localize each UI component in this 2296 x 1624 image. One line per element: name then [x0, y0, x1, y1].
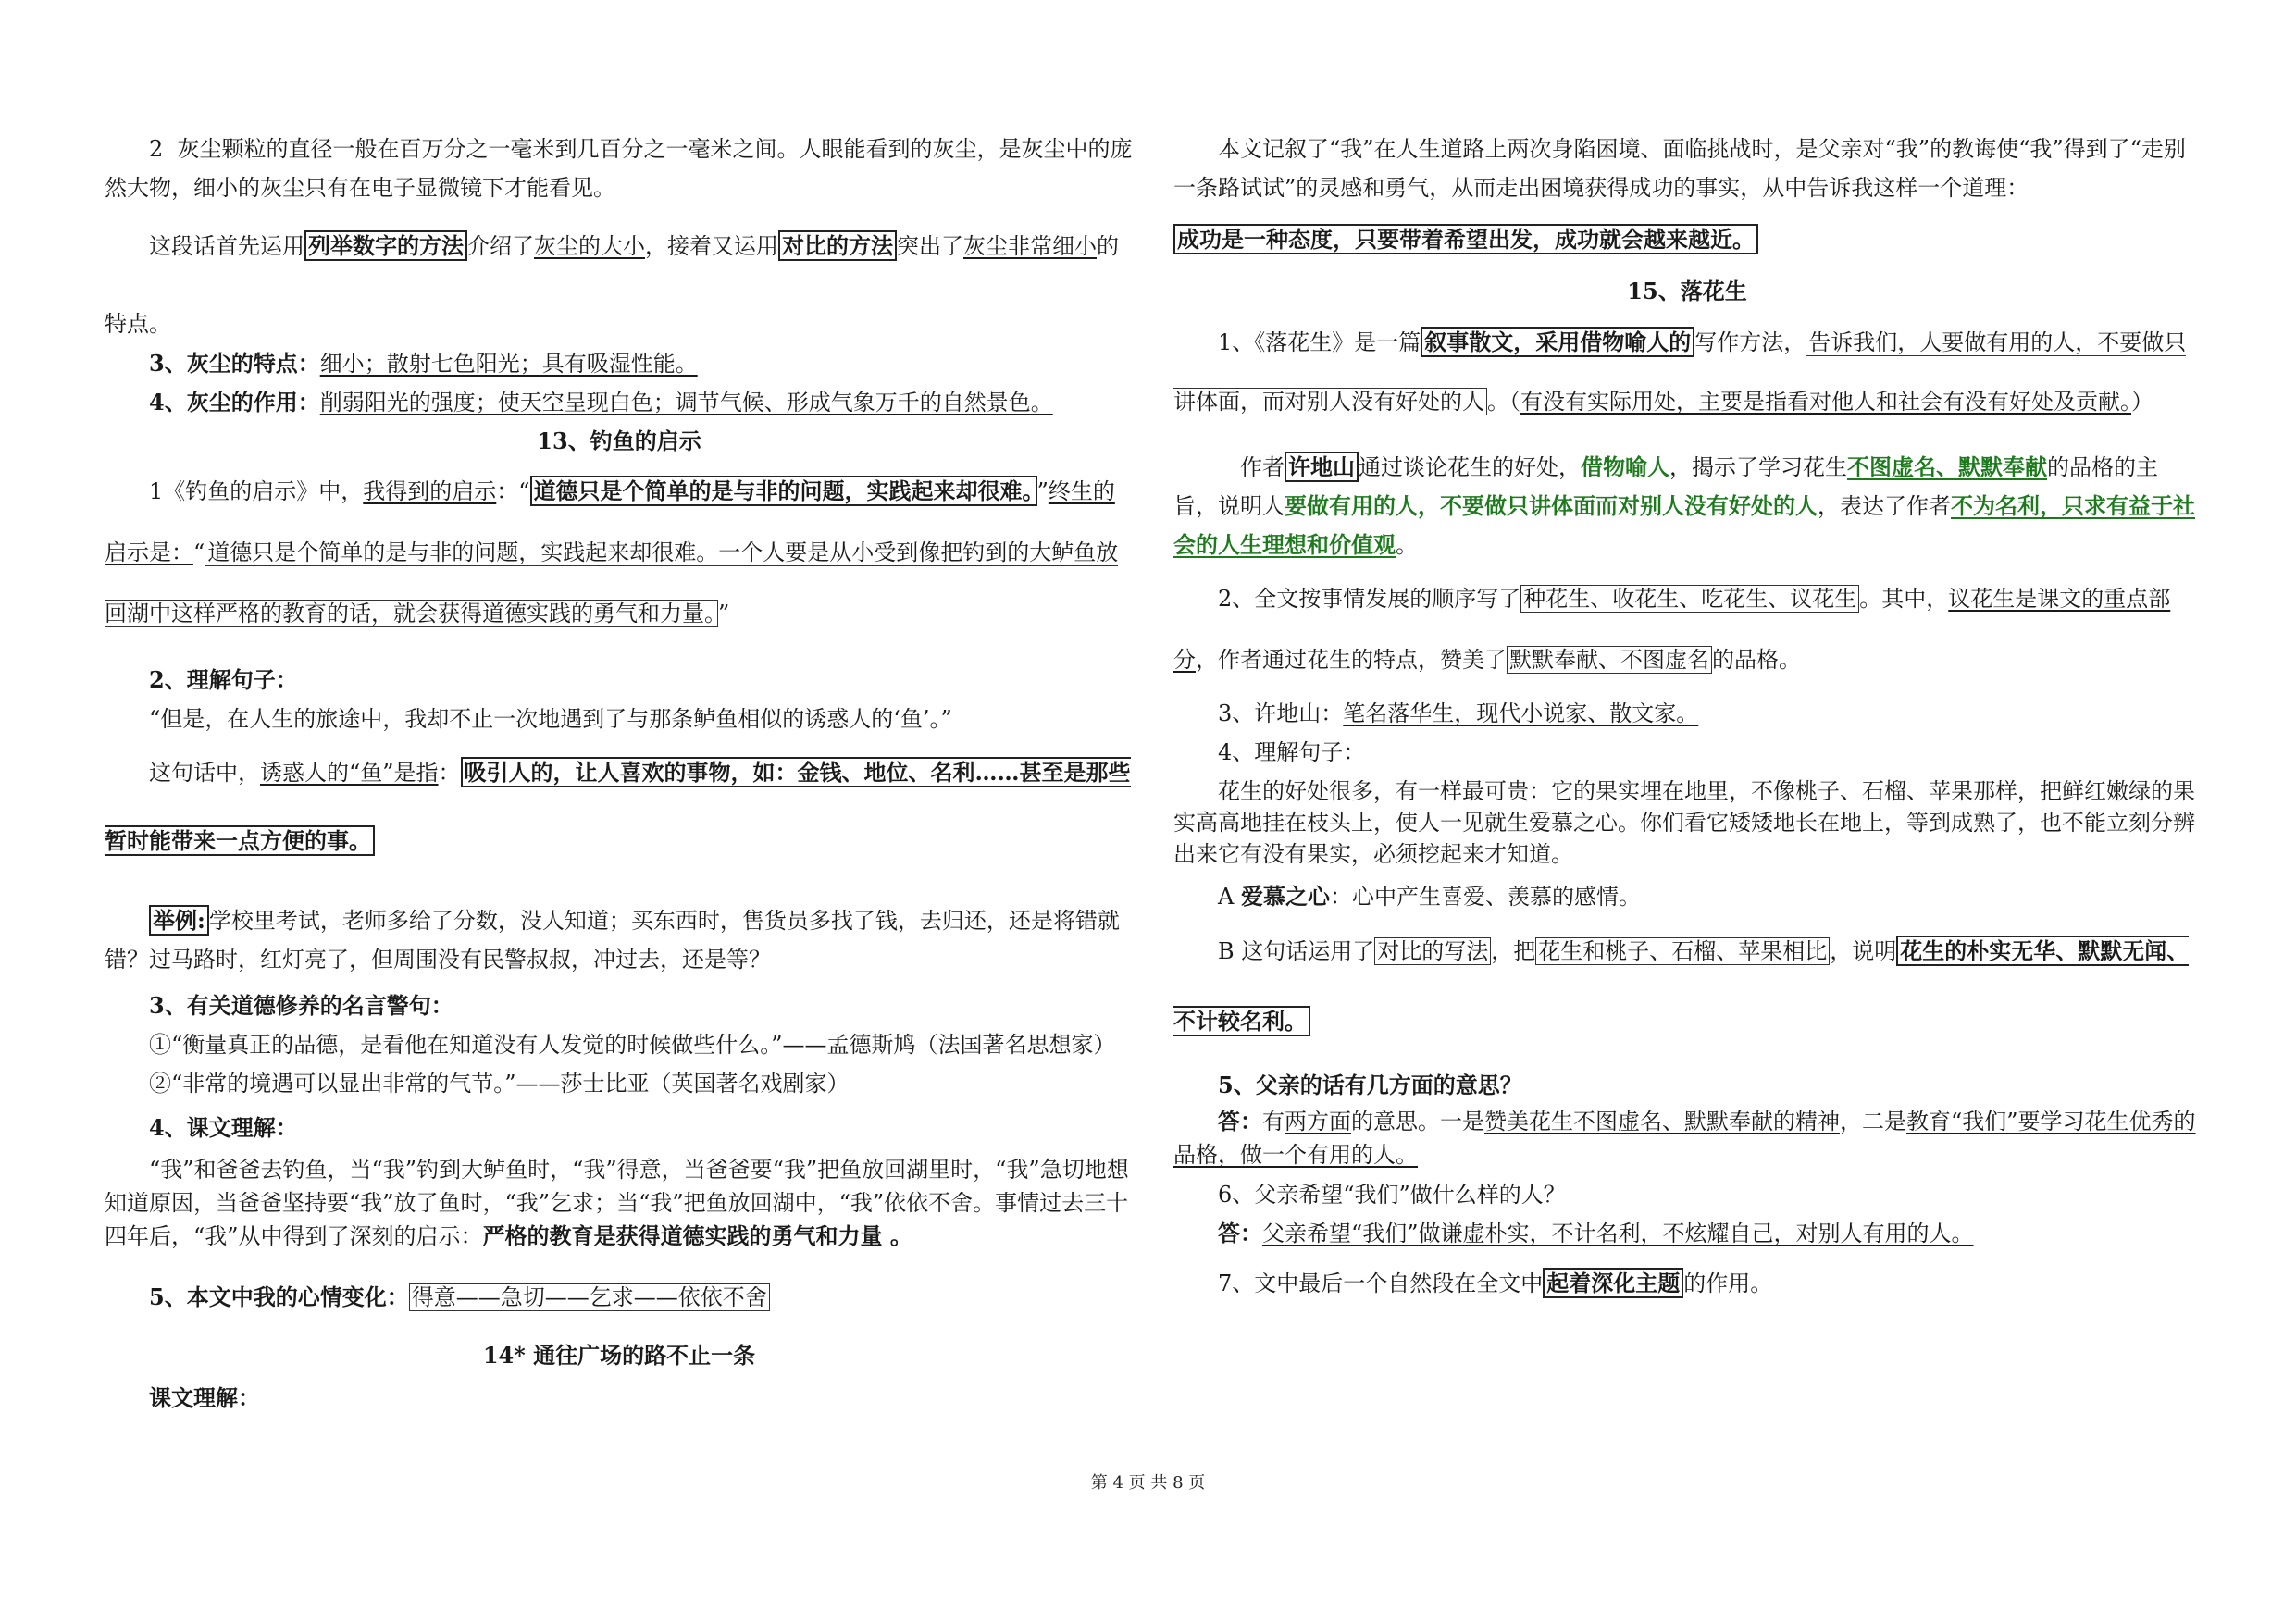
green-highlight: 借物喻人: [1581, 453, 1669, 480]
section-heading: 13、钓鱼的启示: [537, 428, 701, 454]
answer-5: [1173, 1105, 2201, 1172]
boxed-answer: 默默奉献、不图虚名: [1507, 646, 1712, 674]
text: 的意思。一是: [1351, 1109, 1484, 1134]
question-heading: 课文理解：: [149, 1384, 260, 1411]
example-paragraph: [105, 901, 1134, 979]
text: A: [1218, 884, 1241, 910]
intro-paragraph: [1173, 130, 2201, 207]
fishing-revelation: [105, 461, 1134, 644]
answer-label: 答：: [1218, 1220, 1262, 1246]
underlined-answer: 笔名落华生，现代小说家、散文家。: [1343, 700, 1699, 726]
text: 的作用。: [1683, 1271, 1773, 1296]
underlined-answer: 终生的启示是：: [105, 478, 1115, 565]
text: “我”和爸爸去钓鱼，当“我”钓到大鲈鱼时，“我”得意，当爸爸要“我”把鱼放回湖里时，“我”急切地想知道原因，当爸爸坚持要“我”放了鱼时，“我”乞求；当“我”把鱼放回湖中，“我”依依不舍。事情过去三十四年后，“我”从中得到了深刻的启示：: [105, 1157, 1129, 1249]
text: 有: [1262, 1109, 1285, 1134]
underlined-answer: 诱惑人的“鱼”是指: [260, 760, 439, 786]
green-highlight: 不为名利，只求有益于社会的人生理想和价值观: [1173, 492, 2195, 558]
answer-7: [1173, 1253, 2201, 1314]
text: ”: [718, 601, 730, 626]
text: ：: [438, 760, 461, 786]
page-footer: 第 4 页 共 8 页: [1090, 1473, 1206, 1493]
text: ，把: [1491, 938, 1536, 964]
question-heading: 4、课文理解：: [149, 1114, 298, 1141]
text: 1《钓鱼的启示》中，: [149, 478, 364, 504]
text: 1、《落花生》是一篇: [1218, 329, 1421, 355]
text: ）: [2131, 389, 2153, 415]
text: ，揭示了学习花生: [1669, 454, 1847, 480]
underlined-answer: 灰尘非常细小: [963, 233, 1097, 259]
boxed-answer: 成功是一种态度，只要带着希望出发，成功就会越来越近。: [1173, 224, 1758, 254]
bold-answer: 爱慕之心: [1240, 883, 1330, 910]
underlined-answer: 议花生是课文的重点部分: [1173, 586, 2171, 673]
paragraph-number: 2: [149, 136, 164, 162]
section-heading: 14* 通往广场的路不止一条: [482, 1342, 756, 1369]
answer-label: 答：: [1218, 1108, 1262, 1134]
dust-traits: [105, 344, 1134, 383]
bold-answer: 严格的教育是获得道德实践的勇气和力量 。: [482, 1222, 912, 1249]
text: B 这句话运用了: [1218, 938, 1375, 964]
underlined-answer: 细小；散射七色阳光；具有吸湿性能。: [319, 351, 698, 377]
underlined-answer: 两方面: [1285, 1109, 1351, 1134]
dust-uses: [105, 383, 1134, 422]
text: 这句话中，: [149, 760, 260, 786]
underlined-answer: 赞美花生不图虚名、默默奉献的精神: [1484, 1109, 1840, 1134]
question-heading: 6、父亲希望“我们”做什么样的人？: [1218, 1182, 1566, 1208]
mood-change: [105, 1258, 1134, 1336]
boxed-answer: 对比的写法: [1374, 937, 1491, 965]
boxed-answer: 起着深化主题: [1543, 1268, 1683, 1298]
intro-conclusion: [1173, 220, 2201, 259]
boxed-answer: 叙事散文，采用借物喻人的: [1421, 327, 1694, 357]
text: 写作方法，: [1694, 329, 1806, 355]
author-paragraph: [1173, 448, 2201, 564]
text: ，说明: [1830, 938, 1897, 964]
boxed-answer: 对比的方法: [778, 230, 897, 261]
text: ：“: [496, 478, 530, 504]
underlined-answer: 灰尘的大小: [534, 233, 645, 259]
underlined-answer: 削弱阳光的强度；使天空呈现白色；调节气候、形成气象万千的自然景色。: [319, 390, 1053, 415]
quoted-passage: 花生的好处很多，有一样最可贵：它的果实埋在地里，不像桃子、石榴、苹果那样，把鲜红嫩绿的果实高高地挂在枝头上，使人一见就生爱慕之心。你们看它矮矮地长在地上，等到成熟了，也不能立刻分辨出来它有没有果实，必须挖起来才知道。: [1173, 778, 2195, 867]
boxed-answer: 花生的朴实无华、默默无闻、不计较名利。: [1173, 937, 2190, 1035]
luohuasheng-q1: [1173, 313, 2201, 431]
temptation-answer: [105, 738, 1134, 875]
xudishan-info: [1173, 694, 2201, 733]
text: 介绍了: [467, 233, 534, 259]
question-heading: 2、理解句子：: [149, 666, 298, 693]
answer-6: [1173, 1214, 2201, 1253]
boxed-answer: 得意——急切——乞求——依依不舍: [409, 1283, 770, 1311]
text: 通过谈论花生的好处，: [1359, 454, 1581, 480]
paragraph-text: 灰尘颗粒的直径一般在百万分之一毫米到几百分之一毫米之间。人眼能看到的灰尘，是灰尘中的庞然大物，细小的灰尘只有在电子显微镜下才能看见。: [105, 136, 1133, 201]
text: ，接着又运用: [645, 233, 778, 259]
item-label: 4、灰尘的作用：: [149, 389, 320, 415]
text: ：心中产生喜爱、羡慕的感情。: [1329, 884, 1641, 910]
text: 学校里考试，老师多给了分数，没人知道；买东西时，售货员多找了钱，去归还，还是将错就错？过马路时，红灯亮了，但周围没有民警叔叔，冲过去，还是等？: [105, 908, 1120, 973]
underlined-answer: 教育“我们”要学习花生优秀的品格，做一个有用的人。: [1173, 1109, 2196, 1168]
underlined-answer: 父亲希望“我们”做谦虚朴实，不计名利，不炫耀自己，对别人有用的人。: [1262, 1221, 1974, 1246]
text: ”: [1036, 478, 1049, 504]
text: ，作者通过花生的特点，赞美了: [1196, 647, 1507, 673]
green-highlight: 不图虚名、默默奉献: [1847, 453, 2047, 480]
answer-b: [1173, 916, 2201, 1057]
text: 这段话首先运用: [149, 233, 304, 259]
famous-quote: ①“衡量真正的品德，是看他在知道没有人发觉的时候做些什么。”——孟德斯鸠（法国著名思想家）: [149, 1032, 1116, 1058]
paragraph-dust-size: [105, 130, 1134, 207]
text: “: [193, 539, 205, 565]
text: 本文记叙了“我”在人生道路上两次身陷困境、面临挑战时，是父亲对“我”的教诲使“我”得到了“走别一条路试试”的灵感和勇气，从而走出困境获得成功的事实，从中告诉我这样一个道理：: [1173, 136, 2186, 201]
question-heading: 3、有关道德修养的名言警句：: [149, 992, 453, 1019]
text: 的品格的主旨，说明人: [1173, 454, 2158, 519]
item-label: 3、许地山：: [1218, 700, 1344, 726]
question-heading: 4、理解句子：: [1218, 739, 1366, 765]
text: 的品格。: [1712, 647, 1801, 673]
boxed-answer: 吸引人的，让人喜欢的事物，如：金钱、地位、名利……甚至是那些暂时能带来一点方便的事。: [105, 759, 1131, 854]
boxed-answer: 告诉我们，人要做有用的人，不要做只讲体面，而对别人没有好处的人: [1173, 329, 2187, 415]
boxed-answer: 许地山: [1285, 452, 1359, 482]
method-sentence: [105, 207, 1134, 363]
text: 。其中，: [1859, 586, 1949, 612]
text: 的特点。: [105, 233, 1119, 337]
text: 突出了: [897, 233, 963, 259]
underlined-answer: 我得到的启示: [363, 478, 497, 504]
boxed-answer: 道德只是个简单的是与非的问题，实践起来却很难。一个人要是从小受到像把钓到的大鲈鱼放回湖中这样严格的教育的话，就会获得道德实践的勇气和力量。: [105, 539, 1119, 626]
boxed-answer: 列举数字的方法: [304, 230, 467, 261]
luohuasheng-q2: [1173, 568, 2201, 690]
answer-a: [1173, 877, 2201, 916]
text: 2、全文按事情发展的顺序写了: [1218, 586, 1521, 612]
text: 。（: [1487, 389, 1520, 415]
green-highlight: 要做有用的人，不要做只讲体面而对别人没有好处的人: [1285, 492, 1818, 519]
section-heading: 15、落花生: [1627, 278, 1747, 304]
boxed-answer: 种花生、收花生、吃花生、议花生: [1520, 585, 1859, 613]
right-column: [1173, 130, 2201, 1314]
text: ，二是: [1840, 1109, 1906, 1134]
underlined-answer: 有没有实际用处，主要是指看对他人和社会有没有好处及贡献。: [1520, 389, 2131, 415]
item-label: 3、灰尘的特点：: [149, 350, 320, 377]
famous-quote: ②“非常的境遇可以显出非常的气节。”——莎士比亚（英国著名戏剧家）: [149, 1071, 850, 1097]
text: 。: [1396, 532, 1418, 558]
boxed-answer: 花生和桃子、石榴、苹果相比: [1535, 937, 1830, 965]
text: 7、文中最后一个自然段在全文中: [1218, 1271, 1544, 1296]
text: ，表达了作者: [1818, 493, 1951, 519]
boxed-answer: 道德只是个简单的是与非的问题，实践起来却很难。: [530, 476, 1037, 506]
left-column: [105, 130, 1134, 1418]
item-label: 5、本文中我的心情变化：: [149, 1283, 409, 1310]
text-comprehension: [105, 1153, 1134, 1253]
quoted-sentence: “但是，在人生的旅途中，我却不止一次地遇到了与那条鲈鱼相似的诱惑人的‘鱼’。”: [149, 706, 952, 732]
text: 作者: [1240, 454, 1285, 480]
question-heading: 5、父亲的话有几方面的意思？: [1218, 1072, 1522, 1098]
boxed-label: 举例:: [149, 905, 209, 936]
